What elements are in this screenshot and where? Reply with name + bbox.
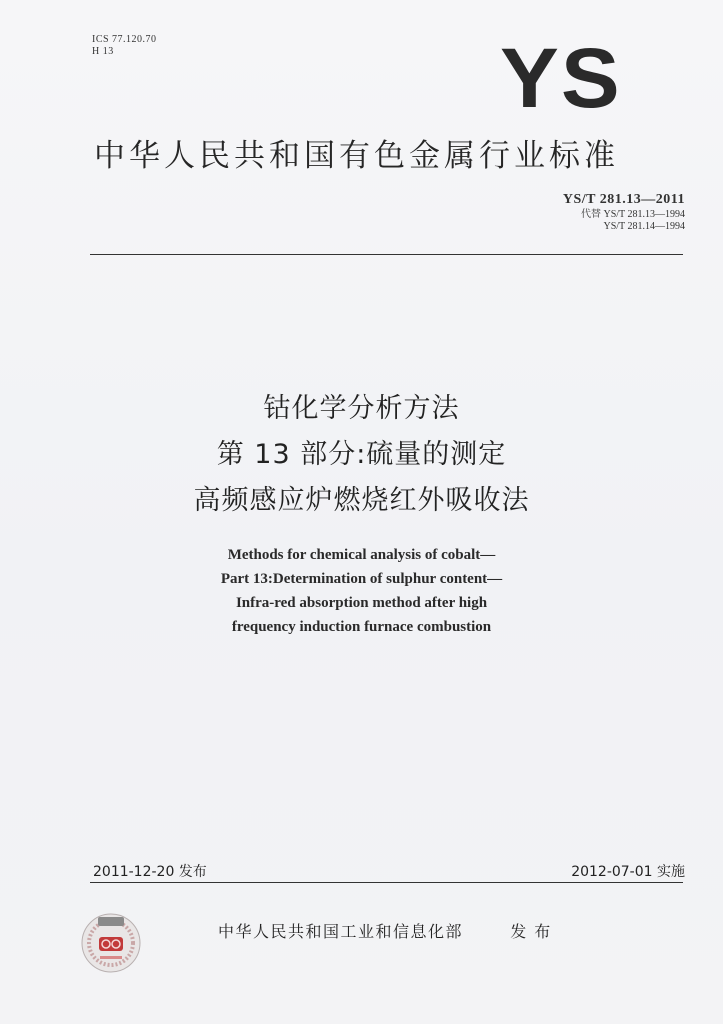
publisher-line <box>218 919 552 942</box>
publish-word: 发 布 <box>510 922 552 941</box>
publisher-name: 中华人民共和国工业和信息化部 <box>218 922 464 941</box>
anti-counterfeit-seal-icon <box>80 912 142 974</box>
header-divider <box>90 254 683 255</box>
replaces-line-1: 代替 YS/T 281.13—1994 <box>581 209 685 220</box>
title-cn-line-2: 第 13 部分:硫量的测定 <box>216 439 507 470</box>
classification-codes <box>92 34 157 58</box>
standard-code: YS/T 281.13—2011 <box>562 192 685 207</box>
ics-code: ICS 77.120.70 <box>92 34 157 45</box>
title-en-line-4: frequency induction furnace combustion <box>231 619 492 635</box>
effective-date: 2012-07-01 实施 <box>571 864 685 880</box>
standard-code-block <box>563 191 685 233</box>
replaces-line-2: YS/T 281.14—1994 <box>603 221 685 232</box>
ys-logo: YS <box>500 31 622 125</box>
footer-divider <box>90 882 683 883</box>
ccs-code: H 13 <box>92 46 114 57</box>
organization-standard-title: 中华人民共和国有色金属行业标准 <box>94 138 619 174</box>
title-cn-line-3: 高频感应炉燃烧红外吸收法 <box>193 485 530 516</box>
title-en-line-3: Infra-red absorption method after high <box>235 595 488 611</box>
title-en-line-1: Methods for chemical analysis of cobalt— <box>227 547 496 563</box>
title-cn-line-1: 钴化学分析方法 <box>263 393 460 424</box>
issue-date: 2011-12-20 发布 <box>93 864 207 880</box>
title-en-line-2: Part 13:Determination of sulphur content— <box>220 571 503 587</box>
